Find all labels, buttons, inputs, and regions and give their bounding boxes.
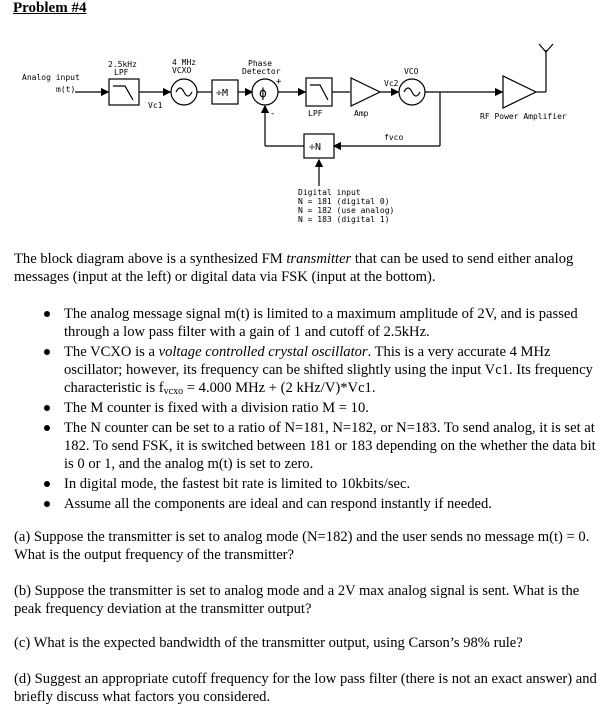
bullet-text: The M counter is fixed with a division ratio M = 10. xyxy=(64,400,369,416)
question-c: (c) What is the expected bandwidth of the transmitter output, using Carson’s 98% rule? xyxy=(14,635,523,651)
lpf1-cutoff-label: 2.5kHz xyxy=(108,60,137,69)
rf-amp-triangle xyxy=(503,76,536,108)
digital-n181: N = 181 (digital 0) xyxy=(298,197,390,206)
bullet-text: The N counter can be set to a ratio of N=181, N=182, or N=183. To send analog, it is set at 182. To send FSK, it is switched between 181 or 183 depending on the whether the data bit is 0 or 1, and the analog m(t) is set to zero. xyxy=(64,420,596,472)
vc2-label: Vc2 xyxy=(384,79,399,88)
bullet-subscript: vcxo xyxy=(163,386,184,397)
vcxo-label: VCXO xyxy=(172,66,192,75)
lpf1-label: LPF xyxy=(114,68,129,77)
bullet-text: = 4.000 MHz + (2 kHz/V)*Vc1. xyxy=(183,380,376,396)
assumption-list xyxy=(44,305,599,515)
intro-text-b: that can be used to send either analog messages (input at the left) or digital data via FSK (input at the bottom). xyxy=(14,251,574,285)
vcxo-freq-label: 4 MHz xyxy=(172,58,197,67)
intro-paragraph xyxy=(14,250,601,286)
list-item xyxy=(44,495,599,513)
block-diagram xyxy=(0,0,613,245)
minus-sign: - xyxy=(270,109,276,119)
pd-symbol: ϕ xyxy=(259,86,267,101)
rf-amp-label: RF Power Amplifier xyxy=(480,112,567,121)
input-label: Analog input xyxy=(22,73,80,82)
list-item xyxy=(44,305,599,341)
intro-text-a: The block diagram above is a synthesized FM xyxy=(14,251,287,267)
list-item xyxy=(44,343,599,397)
div-m-label: ÷M xyxy=(216,88,229,99)
list-item xyxy=(44,399,599,417)
bullet-text: The analog message signal m(t) is limited to a maximum amplitude of 2V, and is passed through a low pass filter with a gain of 1 and cutoff of 2.5kHz. xyxy=(64,306,578,340)
bullet-text: The VCXO is a xyxy=(64,344,159,360)
digital-n183: N = 183 (digital 1) xyxy=(298,215,390,224)
intro-emphasis: transmitter xyxy=(286,251,352,267)
vco-label: VCO xyxy=(404,67,419,76)
input-signal-label: m(t) xyxy=(56,85,76,94)
div-n-label: ÷N xyxy=(309,142,322,153)
question-a: (a) Suppose the transmitter is set to analog mode (N=182) and the user sends no message m(t) = 0. What is the output frequency of the transmitter? xyxy=(14,529,590,563)
list-item xyxy=(44,419,599,473)
lpf-block-2 xyxy=(306,78,332,106)
list-item xyxy=(44,475,599,493)
digital-n182: N = 182 (use analog) xyxy=(298,206,395,215)
bullet-text: . This is a very accurate 4 MHz oscillator; however, its frequency can be shifted slightly using the input Vc1. Its frequency characteristic is f xyxy=(64,344,593,396)
pd-label-2: Detector xyxy=(242,67,281,76)
pd-label-1: Phase xyxy=(248,59,273,68)
bullet-text: Assume all the components are ideal and can respond instantly if needed. xyxy=(64,496,492,512)
question-b: (b) Suppose the transmitter is set to analog mode and a 2V max analog signal is sent. What is the peak frequency deviation at the transmitter output? xyxy=(14,583,580,617)
question-d: (d) Suggest an appropriate cutoff frequency for the low pass filter (there is not an exact answer) and briefly discuss what factors you considered. xyxy=(14,671,597,705)
problem-title: Problem #4 xyxy=(13,0,87,16)
amp-label: Amp xyxy=(354,109,369,118)
digital-input-label: Digital input xyxy=(298,188,361,197)
bullet-text: In digital mode, the fastest bit rate is limited to 10kbits/sec. xyxy=(64,476,411,492)
lpf2-label: LPF xyxy=(308,109,323,118)
lpf-block-1 xyxy=(109,79,139,105)
fvco-label: fvco xyxy=(384,133,404,142)
plus-sign: + xyxy=(276,77,282,87)
vc1-label: Vc1 xyxy=(148,101,163,110)
amp-triangle xyxy=(351,78,380,106)
bullet-emphasis: voltage controlled crystal oscillator xyxy=(158,344,368,360)
